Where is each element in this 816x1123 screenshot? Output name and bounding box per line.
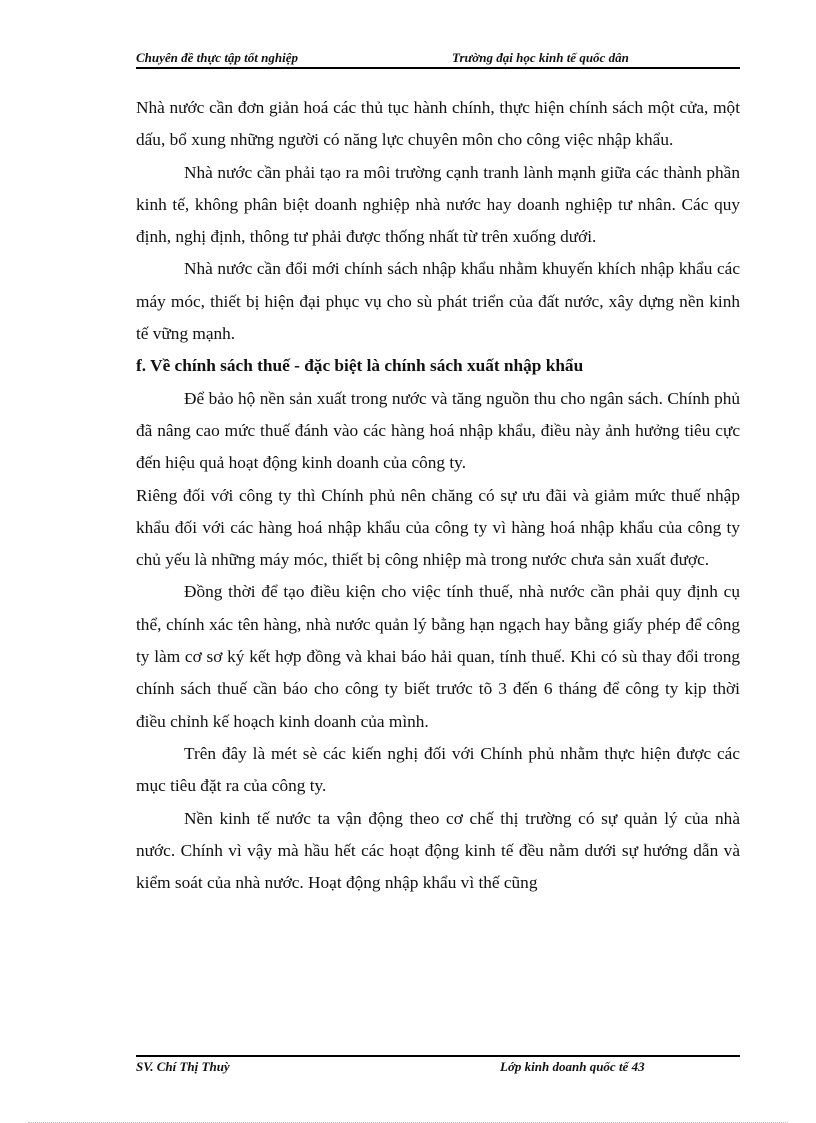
header-left-title: Chuyên đề thực tập tốt nghiệp	[136, 50, 298, 65]
footer-author: SV. Chí Thị Thuỳ	[136, 1059, 230, 1074]
paragraph: Nhà nước cần đơn giản hoá các thủ tục hành chính, thực hiện chính sách một cửa, một dấu, bổ xung những người có năng lực chuyên môn cho công việc nhập khẩu.	[136, 98, 740, 150]
page-footer	[136, 1059, 740, 1077]
page-header	[136, 50, 740, 68]
footer-class: Lớp kinh doanh quốc tế 43	[500, 1059, 645, 1074]
document-body	[136, 92, 740, 899]
paragraph: Đồng thời để tạo điều kiện cho việc tính thuế, nhà nước cần phải quy định cụ thể, chính xác tên hàng, nhà nước quản lý bằng hạn ngạch hay bằng giấy phép để công ty làm cơ sơ ký kết hợp đồng và khai báo hải quan, tính thuế. Khi có sù thay đổi trong chính sách thuế cần báo cho công ty biết trước tõ 3 đến 6 tháng để công ty kịp thời điều chỉnh kế hoạch kinh doanh của mình.	[136, 582, 740, 731]
paragraph: Riêng đối với công ty thì Chính phủ nên chăng có sự ưu đãi và giảm mức thuế nhập khẩu đối với các hàng hoá nhập khẩu của công ty vì hàng hoá nhập khẩu của công ty chủ yếu là những máy móc, thiết bị công nhiệp mà trong nước chưa sản xuất được.	[136, 485, 740, 570]
header-right-title: Trường đại học kinh tế quốc dân	[452, 50, 629, 65]
paragraph: Nhà nước cần phải tạo ra môi trường cạnh tranh lành mạnh giữa các thành phần kinh tế, không phân biệt doanh nghiệp nhà nước hay doanh nghiệp tư nhân. Các quy định, nghị định, thông tư phải được thống nhất từ trên xuống dưới.	[136, 162, 740, 247]
paragraph: Nhà nước cần đổi mới chính sách nhập khẩu nhằm khuyến khích nhập khẩu các máy móc, thiết bị hiện đại phục vụ cho sù phát triển của đất nước, xây dựng nền kinh tế vững mạnh.	[136, 259, 740, 344]
section-heading: f. Về chính sách thuế - đặc biệt là chính sách xuất nhập khẩu	[136, 356, 584, 376]
header-rule	[136, 67, 740, 69]
paragraph: Nền kinh tế nước ta vận động theo cơ chế thị trường có sự quản lý của nhà nước. Chính vì vậy mà hầu hết các hoạt động kinh tế đều nằm dưới sự hướng dẫn và kiểm soát của nhà nước. Hoạt động nhập khẩu vì thế cũng	[136, 808, 740, 893]
paragraph: Để bảo hộ nền sản xuất trong nước và tăng nguồn thu cho ngân sách. Chính phủ đã nâng cao mức thuế đánh vào các hàng hoá nhập khẩu, điều này ảnh hưởng tiêu cực đến hiệu quả hoạt động kinh doanh của công ty.	[136, 388, 740, 473]
paragraph: Trên đây là mét sè các kiến nghị đối với Chính phủ nhằm thực hiện được các mục tiêu đặt ra của công ty.	[136, 743, 740, 796]
footer-rule	[136, 1055, 740, 1057]
